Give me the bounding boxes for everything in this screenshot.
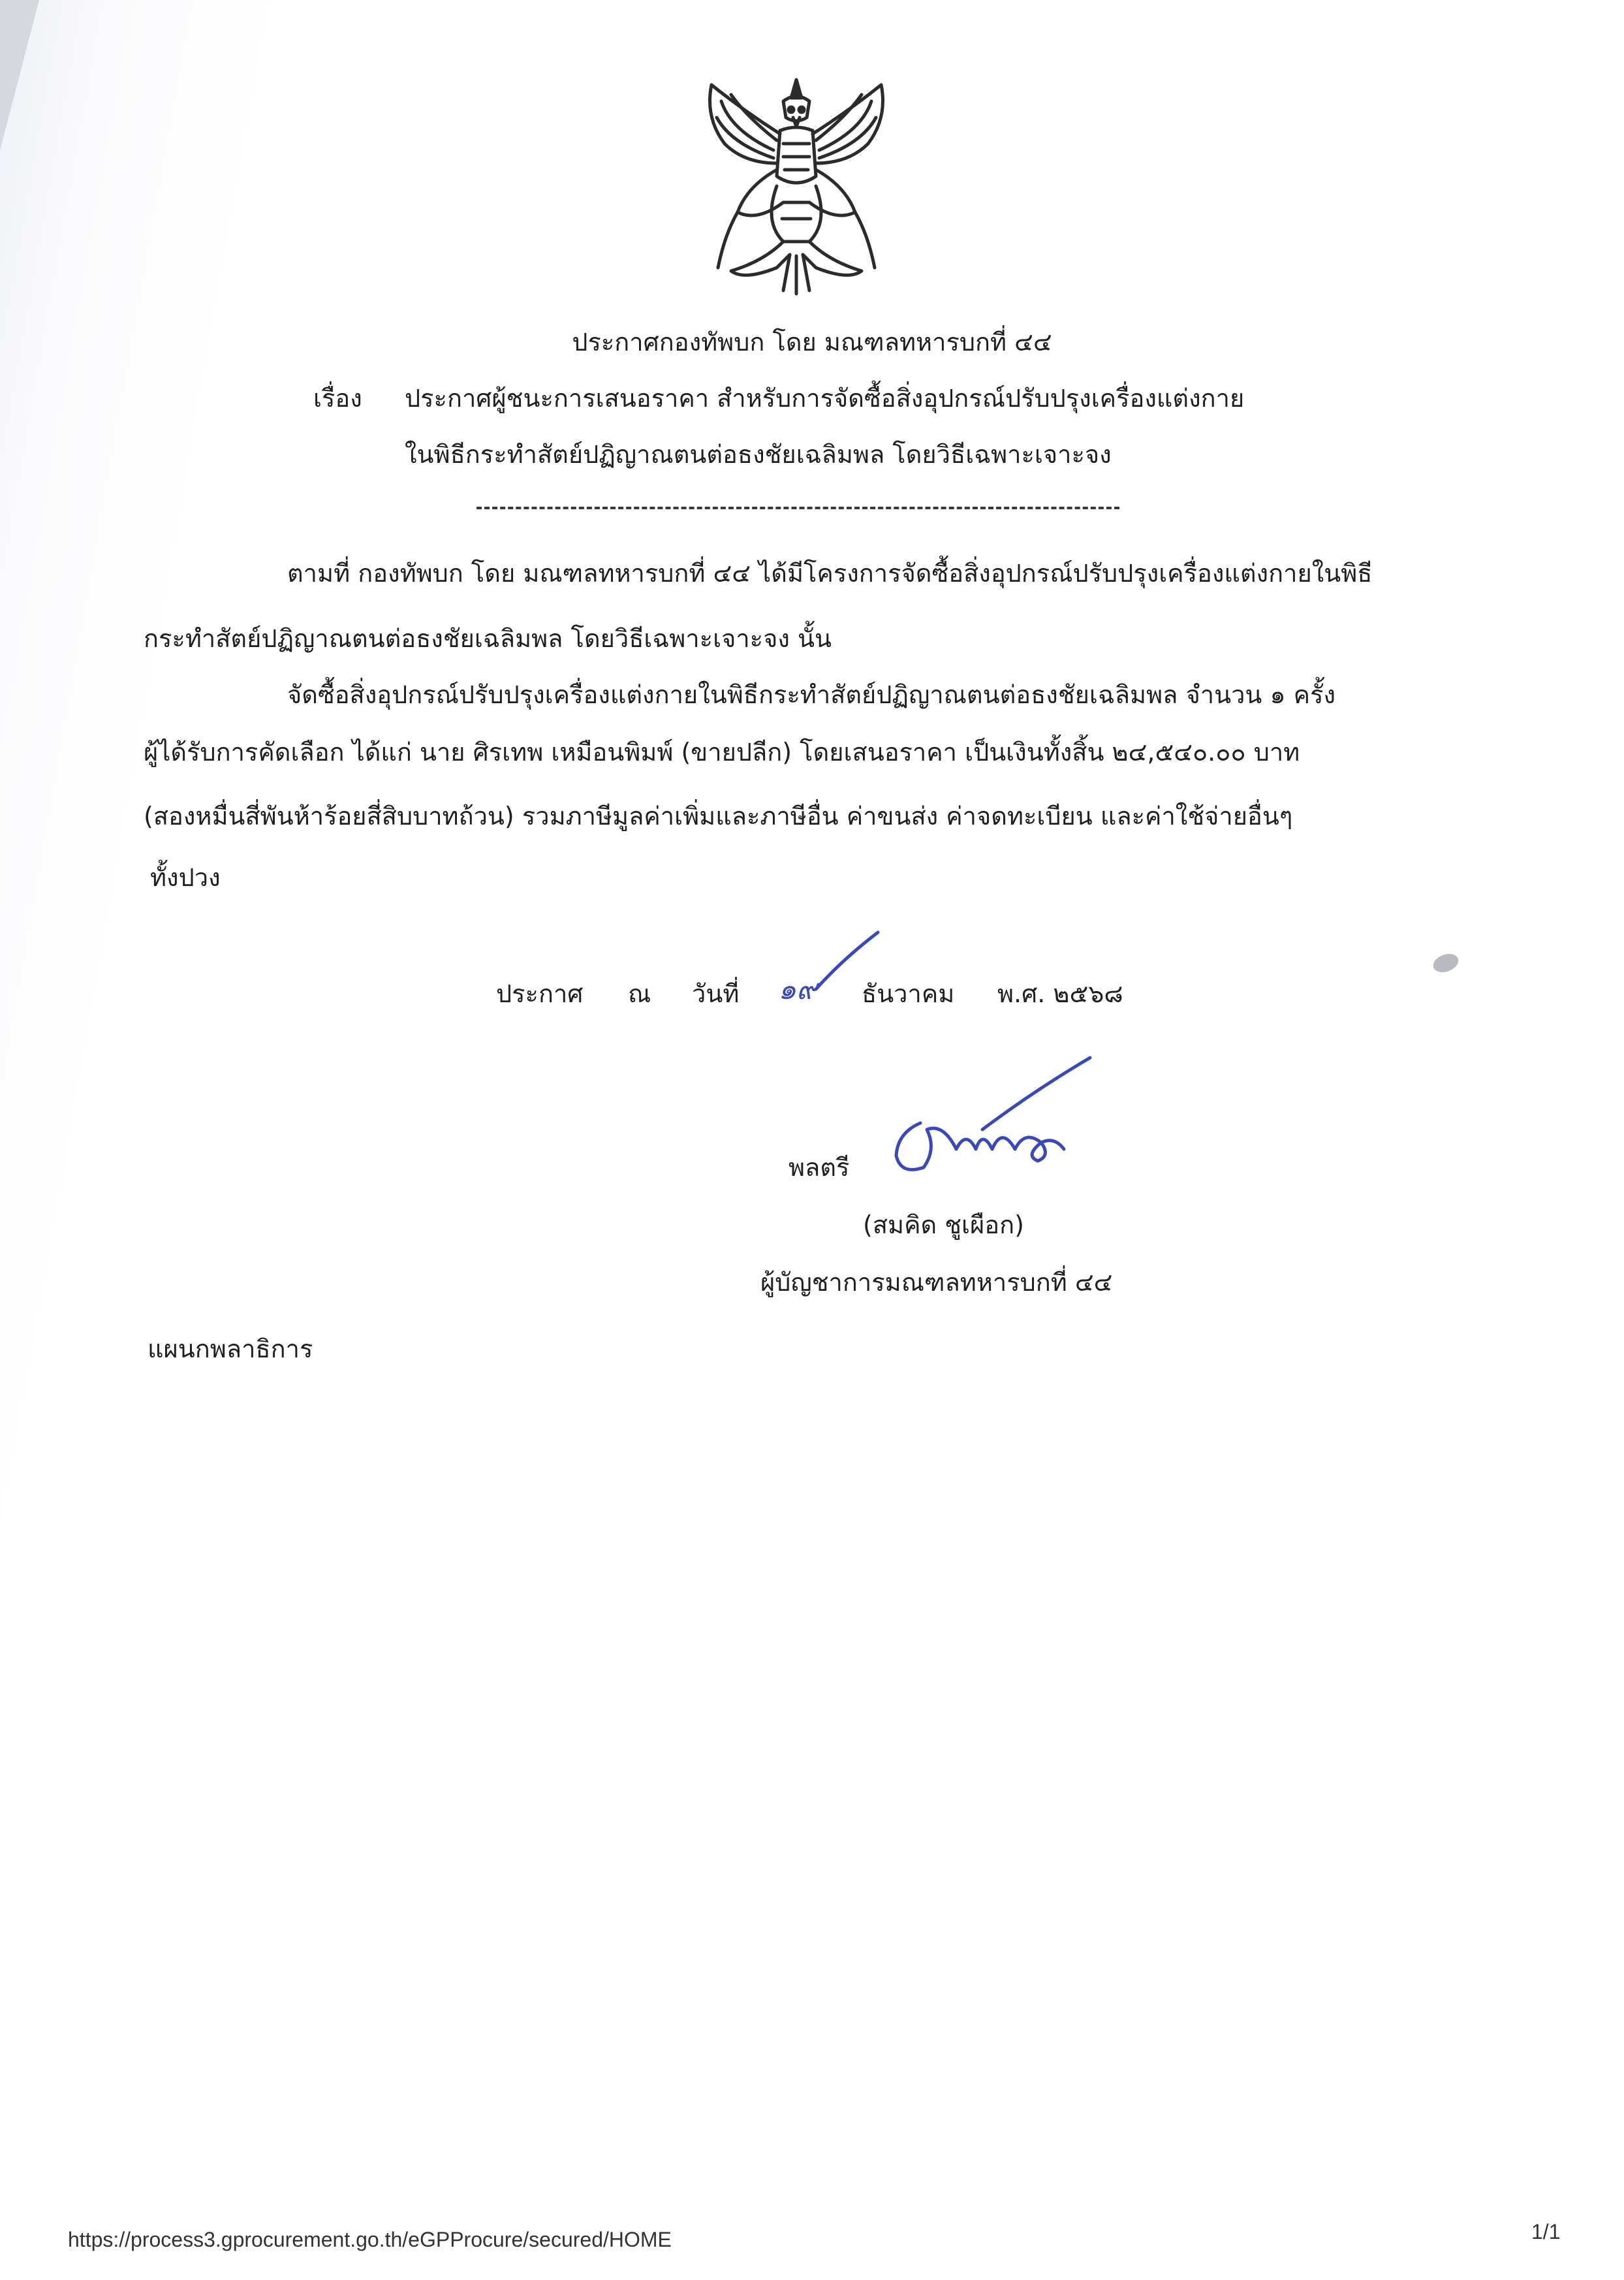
announcement-title: ประกาศกองทัพบก โดย มณฑลทหารบกที่ ๔๔ xyxy=(572,328,1052,356)
subject-label: เรื่อง xyxy=(313,384,362,413)
signature xyxy=(884,1051,1100,1188)
paragraph-2-line-2: ผู้ได้รับการคัดเลือก ได้แก่ นาย ศิรเทพ เหมือนพิมพ์ (ขายปลีก) โดยเสนอราคา เป็นเงินทั้งสิ้น ๒๔,๕๔๐.๐๐ บาท xyxy=(144,738,1300,767)
signature-text: สมคิด xyxy=(982,1175,1013,1188)
announce-year: พ.ศ. ๒๕๖๘ xyxy=(997,979,1123,1008)
announce-at: ณ xyxy=(628,979,651,1008)
subject-line-2: ในพิธีกระทำสัตย์ปฏิญาณตนต่อธงชัยเฉลิมพล โดยวิธีเฉพาะเจาะจง xyxy=(405,440,1112,469)
department-label: แผนกพลาธิการ xyxy=(148,1335,313,1363)
date-handwritten-stroke xyxy=(770,927,888,999)
paragraph-1-line-1: ตามที่ กองทัพบก โดย มณฑลทหารบกที่ ๔๔ ได้มีโครงการจัดซื้อสิ่งอุปกรณ์ปรับปรุงเครื่องแต่งกายในพิธี xyxy=(287,559,1373,588)
scan-speck xyxy=(1431,951,1461,975)
announce-day: ๑๙ xyxy=(778,973,818,1006)
announce-day-label: วันที่ xyxy=(692,979,740,1008)
separator-line xyxy=(476,507,1119,509)
paragraph-2-line-4: ทั้งปวง xyxy=(150,863,221,892)
page-number: 1/1 xyxy=(1531,2220,1561,2243)
scan-shadow xyxy=(0,0,39,150)
announce-month: ธันวาคม xyxy=(862,979,955,1008)
subject-line-1: ประกาศผู้ชนะการเสนอราคา สำหรับการจัดซื้อสิ่งอุปกรณ์ปรับปรุงเครื่องแต่งกาย xyxy=(405,384,1245,413)
paragraph-2-line-1: จัดซื้อสิ่งอุปกรณ์ปรับปรุงเครื่องแต่งกายในพิธีกระทำสัตย์ปฏิญาณตนต่อธงชัยเฉลิมพล จำนวน ๑ ครั้ง xyxy=(287,680,1336,709)
signatory-rank: พลตรี xyxy=(789,1153,850,1182)
signatory-position: ผู้บัญชาการมณฑลทหารบกที่ ๔๔ xyxy=(760,1268,1113,1297)
footer-url: https://process3.gprocurement.go.th/eGPProcure/secured/HOME xyxy=(68,2228,672,2251)
signatory-name: (สมคิด ชูเผือก) xyxy=(863,1211,1024,1239)
announce-label: ประกาศ xyxy=(496,979,584,1008)
paragraph-1-line-2: กระทำสัตย์ปฏิญาณตนต่อธงชัยเฉลิมพล โดยวิธีเฉพาะเจาะจง นั้น xyxy=(144,624,832,653)
garuda-emblem xyxy=(685,72,907,300)
paragraph-2-line-3: (สองหมื่นสี่พันห้าร้อยสี่สิบบาทถ้วน) รวมภาษีมูลค่าเพิ่มและภาษีอื่น ค่าขนส่ง ค่าจดทะเบียน และค่าใช้จ่ายอื่นๆ xyxy=(144,802,1293,831)
